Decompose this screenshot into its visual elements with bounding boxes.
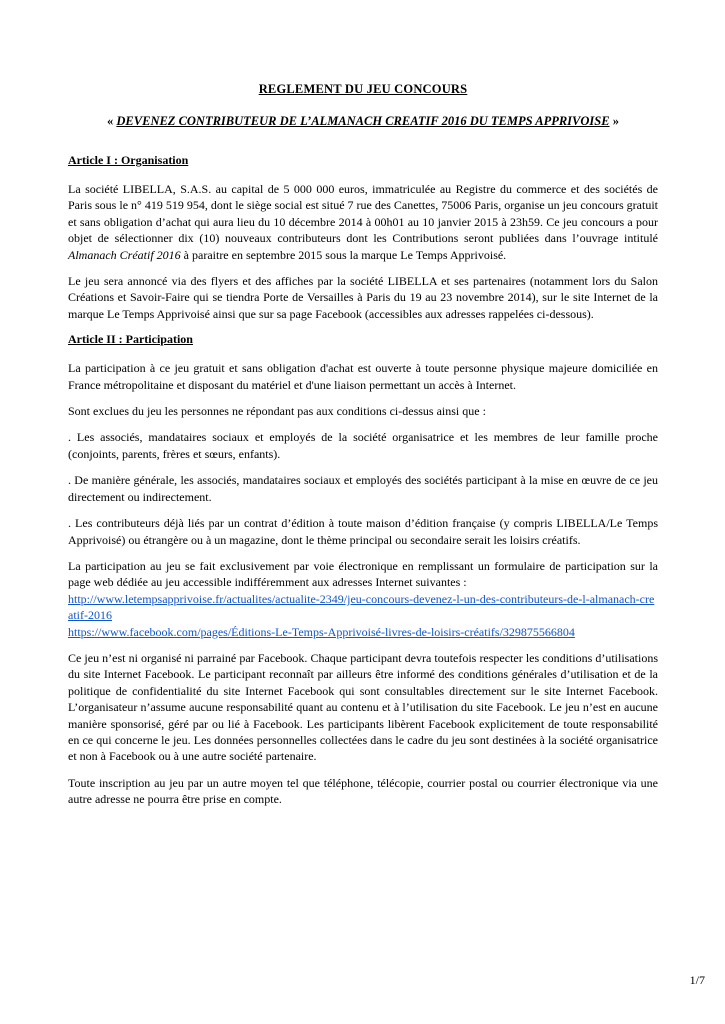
article1-paragraph-1 bbox=[68, 181, 658, 263]
article2-heading: Article II : Participation bbox=[68, 332, 193, 347]
article2-exclusion-item-2: . De manière générale, les associés, mandataires sociaux et employés des sociétés participant à la mise en œuvre de ce jeu directement ou indirectement. bbox=[68, 473, 658, 504]
article1-heading: Article I : Organisation bbox=[68, 153, 189, 167]
article2-paragraph-3: La participation au jeu se fait exclusivement par voie électronique en remplissant un formulaire de participation sur la page web dédiée au jeu accessible indifféremment aux adresses Internet suivantes : bbox=[68, 558, 658, 590]
subtitle-close-quote: » bbox=[609, 114, 619, 128]
subtitle-open-quote: « bbox=[107, 114, 117, 128]
participation-links bbox=[68, 591, 658, 640]
article2-paragraph-1: La participation à ce jeu gratuit et sans obligation d'achat est ouverte à toute personne physique majeure domiciliée en France métropolitaine et disposant du matériel et d'une liaison permettant un accès à Internet. bbox=[68, 361, 658, 392]
article2-exclusion-item-3: . Les contributeurs déjà liés par un contrat d’édition à toute maison d’édition française (y compris LIBELLA/Le Temps Apprivoisé) ou étrangère ou à un magazine, dont le thème principal ou secondaire serait les loisirs créatifs. bbox=[68, 516, 658, 547]
document-title-text: REGLEMENT DU JEU CONCOURS bbox=[258, 82, 468, 96]
facebook-page-link[interactable]: https://www.facebook.com/pages/Éditions-Le-Temps-Apprivoisé-livres-de-loisirs-créatifs/329875566804 bbox=[68, 624, 575, 639]
link-line-2 bbox=[68, 624, 658, 640]
document-subtitle-text: DEVENEZ CONTRIBUTEUR DE L’ALMANACH CREATIF 2016 DU TEMPS APPRIVOISE bbox=[116, 114, 610, 128]
article2-exclusion-item-1: . Les associés, mandataires sociaux et employés de la société organisatrice et les membres de leur famille proche (conjoints, parents, frères et sœurs, enfants). bbox=[68, 430, 658, 461]
link-line-1 bbox=[68, 591, 658, 624]
article1-paragraph-1-part-a: La société LIBELLA, S.A.S. au capital de 5 000 000 euros, immatriculée au Registre du commerce et des sociétés de Paris sous le n° 419 519 954, dont le siège social est situé 7 rue des Canettes, 75006 Paris, organise un jeu concours gratuit et sans obligation d’achat qui aura lieu du 10 décembre 2014 à 00h01 au 10 janvier 2015 à 23h59. Ce jeu concours a pour objet de sélectionner dix (10) nouveaux contributeurs dont les Contributions seront publiées dans l’ouvrage intitulé bbox=[68, 182, 658, 246]
document-content bbox=[68, 82, 658, 818]
article1-paragraph-1-part-c: à paraitre en septembre 2015 sous la marque Le Temps Apprivoisé. bbox=[180, 247, 507, 262]
document-title bbox=[68, 82, 658, 97]
article2-paragraph-4: Ce jeu n’est ni organisé ni parrainé par Facebook. Chaque participant devra toutefois respecter les conditions d’utilisations du site Internet Facebook. Le participant reconnaît par ailleurs être informé des conditions générales d’utilisation et de la politique de confidentialité du site Internet Facebook qui sont consultables directement sur le site Internet Facebook. L’organisateur n’assume aucune responsabilité quant au contenu et à l’utilisation du site Facebook. Le jeu n’est en aucune manière sponsorisé, géré par ou lié à Facebook. Les participants libèrent Facebook explicitement de toute responsabilité en ce qui concerne le jeu. Les données personnelles collectées dans le cadre du jeu sont destinées à la société organisatrice et non à Facebook ou à une autre société partenaire. bbox=[68, 650, 658, 764]
article2-paragraph-2: Sont exclues du jeu les personnes ne répondant pas aux conditions ci-dessus ainsi que : bbox=[68, 404, 486, 419]
document-subtitle bbox=[68, 114, 658, 129]
almanach-creatif-italic-title: Almanach Créatif 2016 bbox=[68, 247, 181, 262]
page-number: 1/7 bbox=[689, 973, 705, 987]
article1-paragraph-2: Le jeu sera annoncé via des flyers et des affiches par la société LIBELLA et ses partenaires (notamment lors du Salon Créations et Savoir-Faire qui se tiendra Porte de Versailles à Paris du 19 au 23 novembre 2014), sur le site Internet de la marque Le Temps Apprivoisé ainsi que sur sa page Facebook (accessibles aux adresses rappelées ci-dessous). bbox=[68, 274, 658, 321]
letempsapprivoise-contest-link[interactable]: http://www.letempsapprivoise.fr/actualites/actualite-2349/jeu-concours-devenez-l-un-des-contributeurs-de-l-almanach-creatif-2016 bbox=[68, 591, 655, 623]
article2-paragraph-5: Toute inscription au jeu par un autre moyen tel que téléphone, télécopie, courrier postal ou courrier électronique via une autre adresse ne pourra être prise en compte. bbox=[68, 775, 658, 807]
